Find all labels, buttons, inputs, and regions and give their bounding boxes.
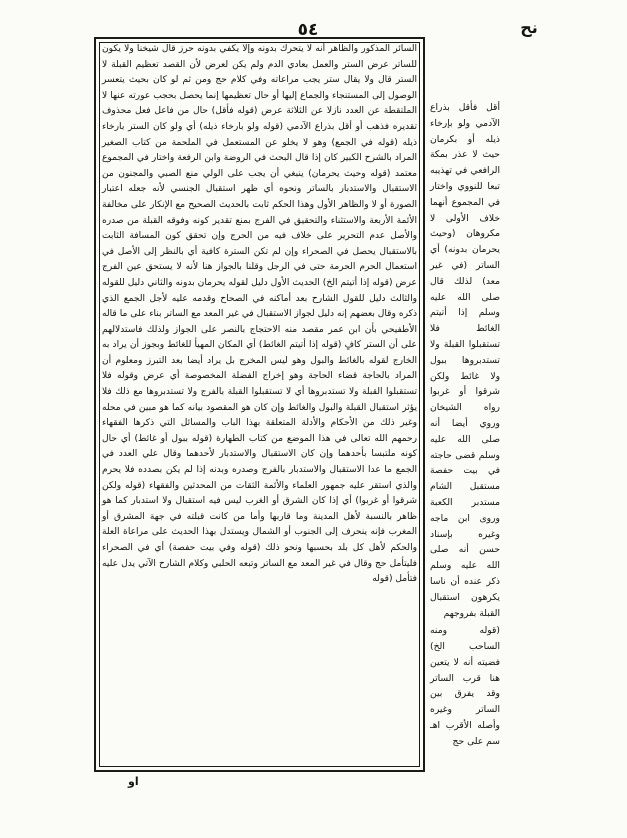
main-text-paragraph: السائر المذكور والظاهر أنه لا يتحرك بدونه وإلا يكفي بدونه حرز قال شيخنا ولا يكون للساتر عرض الستر والعمل بعادي الدم ولم يكن لعرض لأن القصد تعظيم القبلة لا الستر قال ولا يقال ستر يجب مراعاته وفي كلام حج ومن ثم لو كان بحيث يتعسر الوصول إلى المستنجاء والجماع إليها أو حال تعظيمها إنما يحصل بحجب عورته عنها لا الملتقطة عن العدد نازلا عن الثلاثة عرض (قوله فأقل) حال من فاعل فعل محذوف تقديره فذهب أو أقل بذراع الآدمي (قوله ولو بارخاء ذيله) أي ولو كان الستر بارخاء ذيله (قوله في الجمع) وهو لا يخلو عن المستعمل في الملحمة من كتاب الصغير المراد بالشرح الكبير كان إذا قال البحث في الروضة وابن الرفعة واختار في المجموع معتمد (قوله وحيث يحرمان) ينبغي أن يجب على الولي منع الصبي والمجنون من الاستقبال والاستدبار بالساتر ونحوه أي ظهر استقبال الجنسي لأنه جعله اعتبار الصورة أو لا والظاهر الأول وهذا الحكم ثابت بالحديث الصحيح مع الإنكار على مخالفة الأئمة الأربعة والاستثناء والتحقيق في الفرج بمنع تقدير كونه وفوقه القبلة من صدره والأصل عدم التحرير على خلاف فيه من الحرج وإن تحقق كون المسافة الثابت بالاستقبال يحصل في الصحراء وإن لم تكن السترة كافية أي بالنظر إلى الأصل في استعمال الحرم الحرمة حتى في الرجل وقلنا بالجواز هنا لأنه لا يستحق عين الفرج عرض (قوله إذا أتيتم الخ) الحديث الأول دليل لقوله يحرمان بدونه والثاني دليل للقوله والثالث دليل للقول الشارح بعد أماكنه في الصحاح وقدمه عليه لأجل الجمع الذي ذكره وقال بعضهم إنه دليل لجواز الاستقبال في غير المعد مع الساتر بناء على ما قاله الأطفيحي بأن ابن عمر مقصد منه الاحتجاج بالنصر على الجواز ولذلك فاستدلالهم على أن الستر كافٍ (قوله إذا أتيتم الغائط) أي المكان المهيأ للغائط وبجوز أن يراد به الخارج لقوله بالغائط والبول وهو ليس المخرج بل يراد أيضا بعد التبرز ومعلوم أن المراد بالحاجة قضاء الحاجة وهو إخراج الفضلة المخصوصة أي عرض وقوله فلا تستقبلوا القبلة ولا تستدبروها أي لا تستقبلوا القبلة بالفرج ولا تستدبروها مع ذلك فلا يؤثر استقبال القبلة والبول والغائط وإن كان هو المقصود بيانه كما هو مبين في محله وغير ذلك من الأحكام والأدلة المتعلقة بهذا الباب والمسائل التي ذكرها الفقهاء رحمهم الله تعالى في هذا الموضع من كتاب الطهارة (قوله ببول أو غائط) أي حال كونه ملتبسا بأحدهما وإن كان الاستقبال والاستدبار لأحدهما وقال علي العدد في الجمع ما عدا الاستقبال والاستدبار بالفرج وصدره وبدنه إذا لم يكن بصدده فلا يحرم والذي استقر عليه جمهور العلماء والأئمة الثقات من المحدثين والفقهاء (قوله ولكن شرقوا أو غربوا) أي إذا كان الشرق أو الغرب ليس فيه استقبال ولا استدبار كما هو ظاهر بالنسبة لأهل المدينة وما قاربها وأما من كانت قبلته في جهة المشرق أو المغرب فإنه ينحرف إلى الجنوب أو الشمال ويستدل بهذا الحديث على مراعاة العلة والحكم لأهل كل بلد بحسبها ونحو ذلك (قوله وفي بيت حفصة) أي في الصحراء فليتأمل حج وقال في غير المعد مع الساتر وتبعه الحلبي وكلام الشارح الآتي يدل عليه فتأمل (قوله [102,44,417,585]
main-text-block [102,42,417,766]
page-number: ٥٤ [297,20,319,40]
catchword: او [128,775,139,788]
margin-paragraph-1: أقل فأقل بذراع الآدمي ولو بإرخاء ذيله أو بكرمان حيث لا عذر بمكة الرافعي في تهذيبه تبعا للنووي واختار في المجموع أنهما خلاف الأولى لا مكروهان (وحيث يحرمان بدونه) أي الساتر (في غير معد) لذلك قال صلى الله عليه وسلم إذا أتيتم الغائط فلا تستقبلوا القبلة ولا تستدبروها ببول ولا غائط ولكن شرقوا أو غربوا رواه الشيخان وروي أيضا أنه صلى الله عليه وسلم قضى حاجته في بيت حفصة مستقبل الشام مستدبر الكعبة وروى ابن ماجه وغيره بإسناد حسن أنه صلى الله عليه وسلم ذكر عنده أن ناسا يكرهون استقبال القبلة بفروجهم [430,102,500,619]
margin-paragraph-2: (قوله ومنه الساحب الخ) فضيته أنه لا يتعين هنا قرب الساتر وقد يفرق بين الساتر وغيره وأصله الأقرب اهـ سم على حج [430,625,500,747]
corner-mark: نح [520,18,538,37]
margin-commentary [430,100,500,747]
